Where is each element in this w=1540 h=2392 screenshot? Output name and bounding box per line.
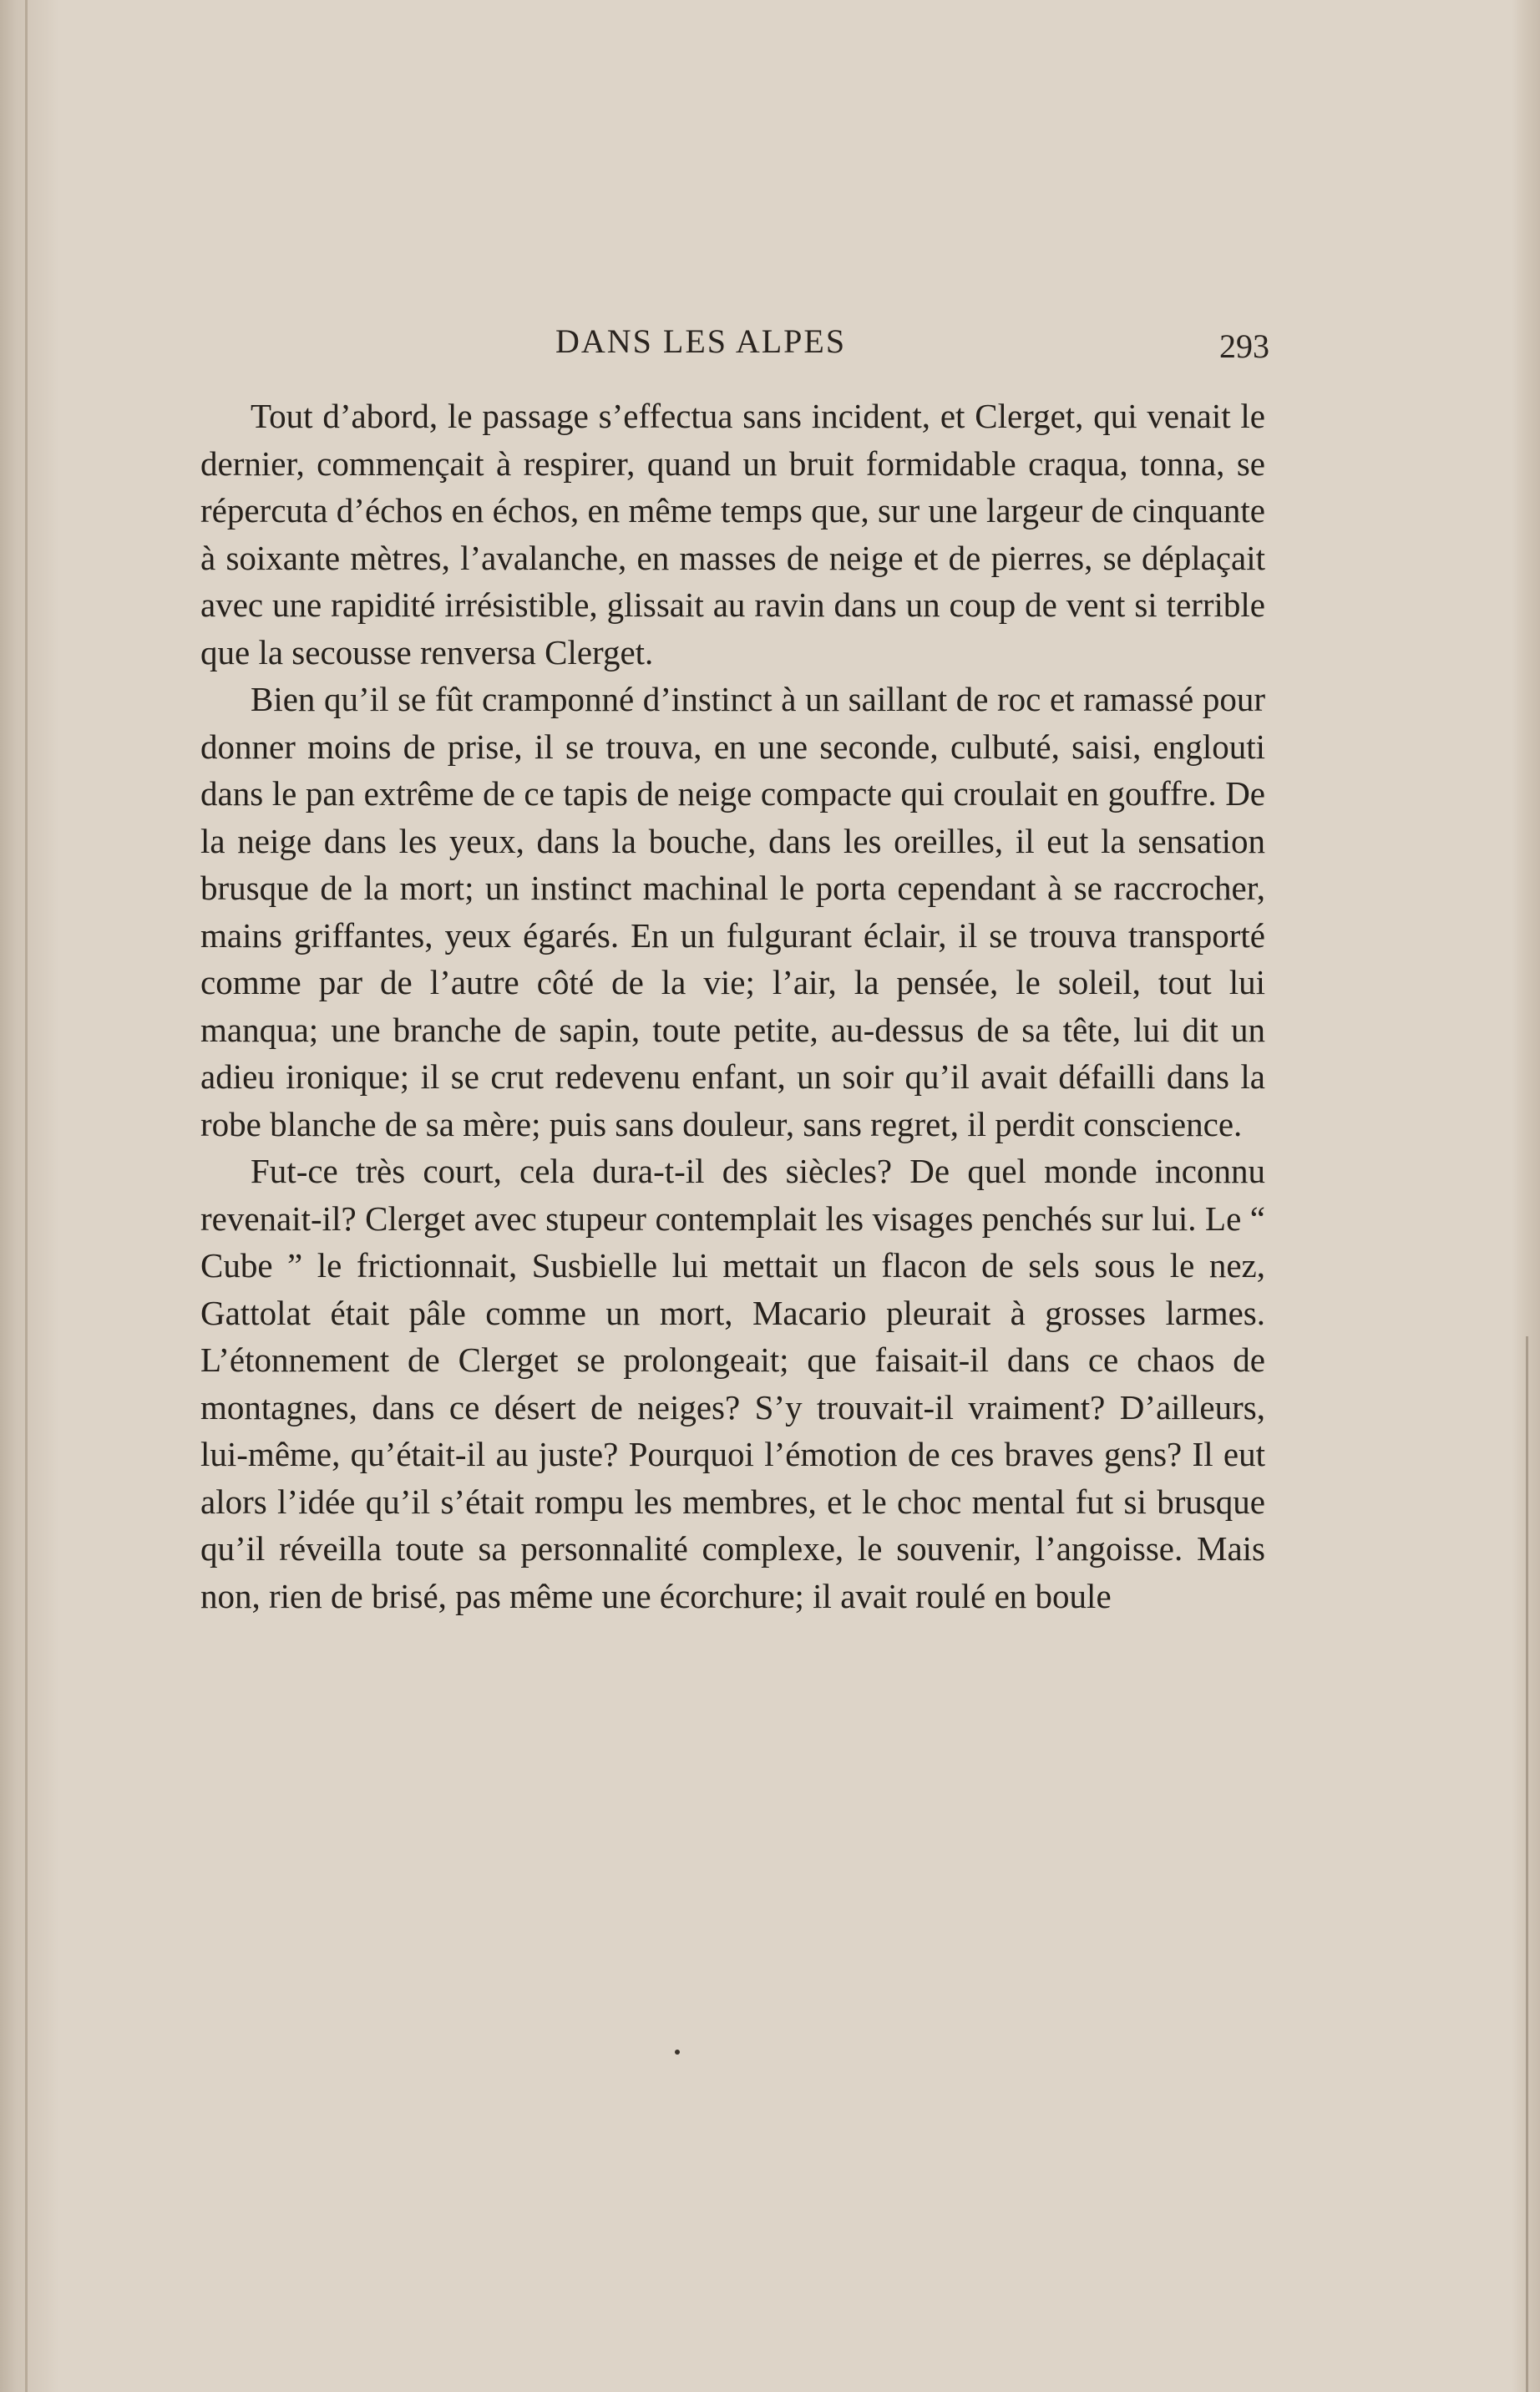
ink-speck bbox=[675, 2050, 680, 2055]
binding-fold-line bbox=[25, 0, 28, 2392]
page-body bbox=[200, 393, 1265, 1619]
paragraph-3: Fut-ce très court, cela dura-t-il des siècles? De quel monde inconnu revenait-il? Clerget avec stupeur contemplait les visages penchés sur lui. Le “ Cube ” le frictionnait, Susbielle lui mettait un flacon de sels sous le nez, Gattolat était pâle comme un mort, Macario pleurait à grosses larmes. L’étonnement de Clerget se prolongeait; que faisait-il dans ce chaos de montagnes, dans ce désert de neiges? S’y trouvait-il vraiment? D’ailleurs, lui-même, qu’était-il au juste? Pourquoi l’émotion de ces braves gens? Il eut alors l’idée qu’il s’était rompu les membres, et le choc mental fut si brusque qu’il réveilla toute sa personnalité complexe, le souvenir, l’angoisse. Mais non, rien de brisé, pas même une écorchure; il avait roulé en boule bbox=[200, 1152, 1265, 1615]
running-title: DANS LES ALPES bbox=[555, 322, 847, 360]
page-header bbox=[200, 322, 1269, 372]
binding-gutter bbox=[0, 0, 58, 2392]
page-number: 293 bbox=[1219, 327, 1269, 365]
paragraph-1: Tout d’abord, le passage s’effectua sans incident, et Clerget, qui venait le dernier, commençait à respirer, quand un bruit formidable craqua, tonna, se répercuta d’échos en échos, en même temps que, sur une largeur de cinquante à soixante mètres, l’avalanche, en masses de neige et de pierres, se déplaçait avec une rapidité irrésistible, glissait au ravin dans un coup de vent si terrible que la secousse renversa Clerget. bbox=[200, 397, 1265, 671]
page-edge-line bbox=[1526, 1336, 1528, 2392]
paragraph-2: Bien qu’il se fût cramponné d’instinct à un saillant de roc et ramassé pour donner moins de prise, il se trouva, en une seconde, culbuté, saisi, englouti dans le pan extrême de ce tapis de neige compacte qui croulait en gouffre. De la neige dans les yeux, dans la bouche, dans les oreilles, il eut la sensation brusque de la mort; un instinct machinal le porta cependant à se raccrocher, mains griffantes, yeux égarés. En un fulgurant éclair, il se trouva transporté comme par de l’autre côté de la vie; l’air, la pensée, le soleil, tout lui manqua; une branche de sapin, toute petite, au-dessus de sa tête, lui dit un adieu ironique; il se crut redevenu enfant, un soir qu’il avait défailli dans la robe blanche de sa mère; puis sans douleur, sans regret, il perdit conscience. bbox=[200, 680, 1265, 1143]
